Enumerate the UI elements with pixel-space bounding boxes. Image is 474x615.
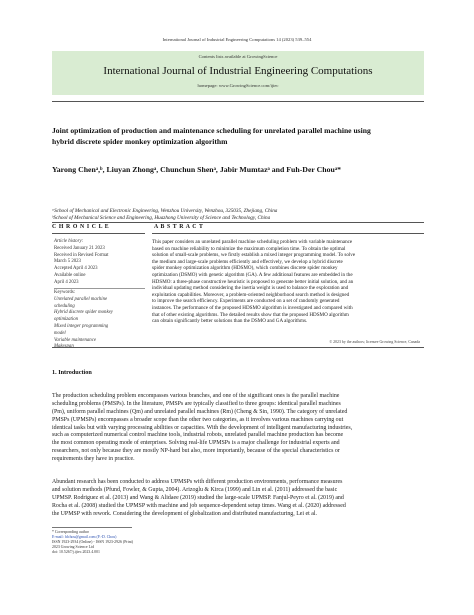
keyword-item: scheduling (54, 303, 75, 309)
keyword-item: Hybrid discrete spider monkey (54, 310, 113, 316)
running-header: International Journal of Industrial Engineering Computations 14 (2023) 539–554 (162, 37, 312, 42)
affiliation-a: ᵃSchool of Mechanical and Electronic Engineering, Wenzhou University, Wenzhou, 325035, Zhejiang, China (52, 208, 278, 214)
paragraph-line: and solution methods (Pfund, Fowler, & Gupta, 2004). Arizoglu & Kirca (1999) and Lin et al. (2011) addressed the basic (52, 486, 338, 493)
paragraph-line: identical tasks but with varying processing abilities or capacities. With the development of intelligent manufacturing industries, (52, 424, 353, 431)
keyword-item: Variable maintenance (54, 337, 96, 343)
abstract-line: that of other existing algorithms. The detailed results show that the proposed HDSMO algorithm (152, 311, 349, 318)
abstract-line: can obtain significantly better solutions than the DSMO and GA algorithms. (152, 318, 308, 325)
history-revised-date: March 5 2023 (54, 259, 81, 265)
paragraph-line: such as computerized numerical control machine tools, industrial robots, unrelated parallel machine production has become (52, 432, 344, 439)
abstract-line: to improve the search efficiency. Experiments are conducted on a set of randomly generated (152, 298, 340, 305)
paragraph-line: PMSPs (UPMSPs) encompasses a broader scope than the other two categories, as it involves various machines carrying out (52, 416, 344, 423)
footnote-issn: ISSN 1923-2934 (Online) - ISSN 1923-2926 (Print) (52, 540, 134, 544)
paper-title (52, 126, 424, 147)
footnote-doi[interactable]: doi: 10.5267/j.ijiec.2023.4.001 (52, 550, 100, 554)
abstract-bottom-divider (52, 347, 424, 348)
paragraph-line: (Pm), uniform parallel machines (Qm) and unrelated parallel machines (Rm) (Cheng & Sin, 1990). The category of unrelated (52, 408, 348, 415)
paragraph-line: UPMSP. Rodriguez et al. (2013) and Wang & Alidaee (2019) studied the large-scale UPMSP. Fanjul-Peyro et al. (2019) and (52, 494, 344, 501)
history-label: Article history: (54, 239, 84, 244)
keywords-block (54, 290, 146, 351)
keywords-label: Keywords: (54, 290, 76, 295)
header-divider (52, 101, 424, 102)
abstract-line: spider monkey optimization algorithm (HDSMO), which combines discrete spider monkey (152, 265, 338, 272)
abstract-heading: A B S T R A C T (154, 224, 204, 230)
abstract-line: the medium and large-scale problems efficiently and effectively, we develop a hybrid discrete (152, 258, 343, 265)
paragraph-line: the most common operating mode of enterprises. Solving real-life UPMSPs is a major challenge for industrial experts and (52, 440, 340, 447)
intro-paragraph-2 (52, 479, 424, 518)
abstract-line: optimization (DSMO) with genetic algorithm (GA). A few additional features are embedded in the (152, 271, 353, 278)
intro-paragraph-1 (52, 393, 424, 464)
abstract-body (152, 239, 420, 325)
history-online-date: April 4 2023 (54, 279, 79, 285)
history-accepted: Accepted April 4 2023 (54, 266, 98, 272)
footnote-corresponding: * Corresponding author (52, 530, 89, 534)
abstract-line: exploitation capabilities. Moreover, a problem-oriented neighborhood search method is designed (152, 291, 350, 298)
footnote-divider (52, 527, 132, 528)
paragraph-line: Abundant research has been conducted to address UPMSPs with different production environments, performance measures (52, 479, 343, 485)
abstract-line: based on machine reliability to minimize the maximum completion time. To obtain the optimal (152, 245, 346, 252)
abstract-line: instances. The performance of the proposed HDSMO algorithm is investigated and compared with (152, 304, 353, 311)
paragraph-line: Rocha et al. (2008) studied the UPMSP with machine and job sequence-dependent setup times. Wang et al. (2020) addressed (52, 502, 346, 509)
paragraph-line: The production scheduling problem encompasses various branches, and one of the significant ones is the parallel machine (52, 393, 340, 399)
section-heading-introduction: 1. Introduction (52, 369, 92, 376)
paper-title-line-2: hybrid discrete spider monkey optimization algorithm (52, 136, 228, 146)
chronicle-heading: C H R O N I C L E (52, 224, 110, 230)
affiliation-divider (52, 222, 424, 223)
contents-available-line: Contents lists available at GrowingScience (198, 54, 278, 59)
journal-title: International Journal of Industrial Engineering Computations (103, 65, 373, 77)
history-received: Received January 21 2023 (54, 245, 105, 251)
keyword-item: Unrelated parallel machine (54, 296, 108, 302)
abstract-line: HDSMO: a three-phase constructive heuristic is proposed to generate better initial solution, and an (152, 278, 354, 285)
abstract-rule (152, 233, 424, 234)
abstract-line: solution of small-scale problems, we firstly establish a mixed integer programming model. To solve (152, 252, 356, 259)
history-revised-label: Received in Revised Format (54, 252, 109, 258)
paragraph-line: the UPMSP with rework. Considering the development of globalization and distributed manufacturing, Lei et al. (52, 510, 317, 517)
paper-title-line-1: Joint optimization of production and maintenance scheduling for unrelated parallel machine using (52, 126, 371, 135)
journal-banner (52, 51, 424, 95)
copyright-notice: © 2023 by the authors; licensee Growing Science, Canada (329, 340, 420, 344)
paragraph-line: researchers, not only because they are mostly NP-hard but also, more importantly, because of the special characteristics or (52, 448, 340, 455)
history-online-label: Available online (54, 272, 86, 278)
keyword-item: Mixed integer programming (54, 323, 109, 329)
abstract-line: This paper considers an unrelated parallel machine scheduling problem with variable maintenance (152, 239, 353, 245)
keywords-divider (54, 288, 145, 289)
keyword-item: optimization (54, 317, 78, 323)
paragraph-line: requirements they have in practice. (52, 456, 135, 463)
journal-homepage[interactable]: homepage: www.GrowingScience.com/ijiec (197, 83, 279, 88)
footnote-publisher: 2023 Growing Science Ltd (52, 545, 95, 549)
author-list: Yarong Chenᵃ,ᵇ, Liuyan Zhongᵃ, Chunchun Shenᵃ, Jabir Mumtazᵃ and Fuh-Der Chouᵃ* (52, 165, 342, 174)
article-history (54, 239, 146, 287)
abstract-line: individual updating method considering the inertia weight is used to balance the exploration and (152, 285, 349, 292)
footnote-email[interactable]: E-mail: fdchou@gmail.com (F.-D. Chou) (52, 535, 117, 539)
affiliation-b: ᵇSchool of Mechanical Science and Engineering, Huazhong University of Science and Technology, China (52, 215, 271, 221)
paragraph-line: scheduling problems (PMSPs). In the literature, PMSPs are typically classified to three groups: identical parallel machines (52, 400, 341, 407)
keyword-item: model (54, 330, 66, 336)
chronicle-rule (52, 233, 145, 234)
